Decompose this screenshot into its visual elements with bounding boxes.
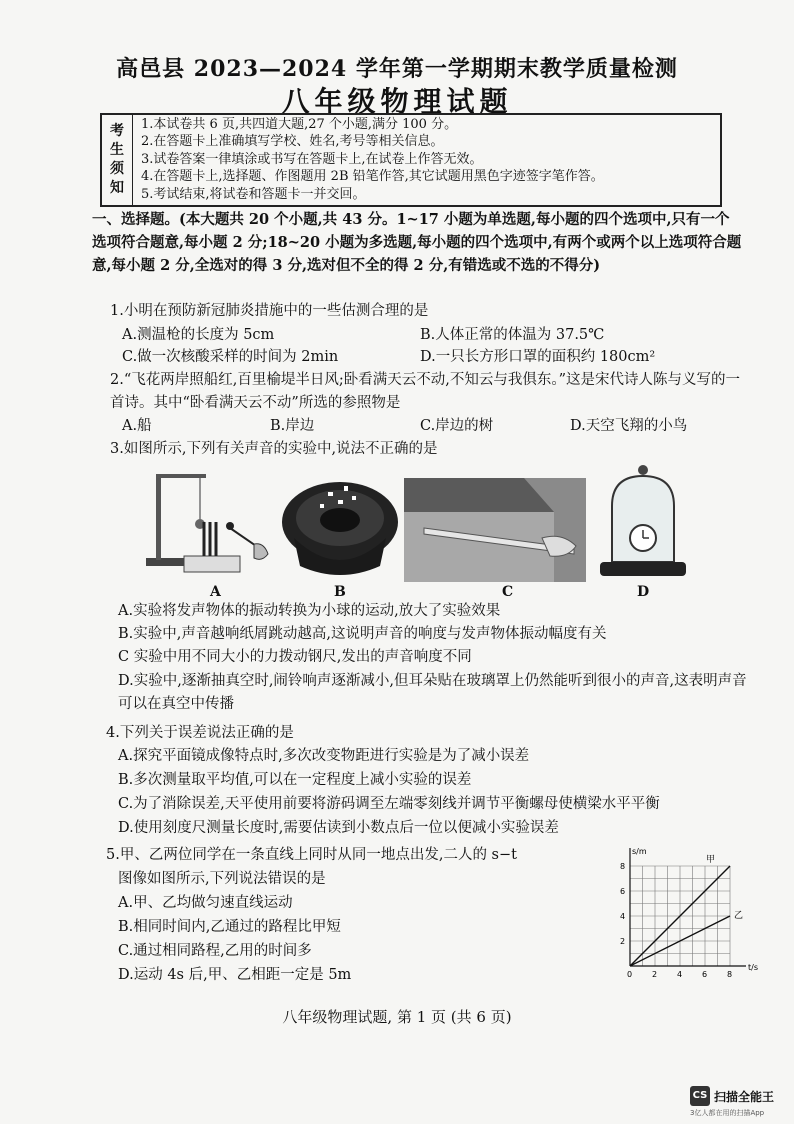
y-tick-label: 8	[620, 862, 626, 871]
section-heading: 一、选择题。(本大题共 20 个小题,共 43 分。1~17 小题为单选题,每小题的四个选项中,只有一个选项符合题意,每小题 2 分;18~20 小题为多选题,每小题的四个选项中,有两个或两个以上选项符合题意,每小题 2 分,全选对的得 3 分,选对但不全的得 2 分,有错选或不选的不得分)	[92, 211, 742, 274]
x-tick-label: 0	[627, 970, 633, 979]
x-tick-label: 8	[727, 970, 733, 979]
y-axis-label: s/m	[632, 847, 647, 856]
q5-stem-line2: 图像如图所示,下列说法错误的是	[118, 871, 326, 887]
q5-option-c: C.通过相同路程,乙用的时间多	[118, 943, 312, 959]
tuning-fork-figure	[134, 466, 274, 586]
q5-option-a: A.甲、乙均做匀速直线运动	[118, 895, 293, 911]
notice-item: 5.考试结束,将试卷和答题卡一并交回。	[141, 186, 366, 202]
q1-option-b: B.人体正常的体温为 37.5℃	[420, 327, 605, 343]
figure-label-d: D	[637, 584, 650, 600]
notice-item: 3.试卷答案一律填涂或书写在答题卡上,在试卷上作答无效。	[141, 151, 483, 167]
notice-items	[133, 115, 612, 205]
q3-option-d: D.实验中,逐渐抽真空时,闹铃响声逐渐减小,但耳朵贴在玻璃罩上仍然能听到很小的声音,这表明声音可以在真空中传播	[118, 673, 747, 712]
q1-option-d: D.一只长方形口罩的面积约 180cm²	[420, 349, 656, 365]
q3-option-b: B.实验中,声音越响纸屑跳动越高,这说明声音的响度与发声物体振动幅度有关	[118, 626, 607, 642]
x-tick-label: 4	[677, 970, 683, 979]
figure-label-c: C	[502, 584, 514, 600]
s-t-chart	[616, 838, 776, 984]
bell-jar-figure	[592, 462, 694, 586]
q2-option-c: C.岸边的树	[420, 418, 494, 434]
x-tick-label: 2	[652, 970, 658, 979]
q5-option-d: D.运动 4s 后,甲、乙相距一定是 5m	[118, 967, 352, 983]
watermark-brand: 扫描全能王	[714, 1090, 775, 1104]
q2-stem: 2.“飞花两岸照船红,百里榆堤半日风;卧看满天云不动,不知云与我俱东。”这是宋代诗人陈与义写的一首诗。其中“卧看满天云不动”所选的参照物是	[110, 372, 741, 411]
notice-item: 2.在答题卡上准确填写学校、姓名,考号等相关信息。	[141, 134, 444, 150]
exam-title: 高邑县 2023—2024 学年第一学期期末教学质量检测	[116, 56, 678, 82]
q4-option-b: B.多次测量取平均值,可以在一定程度上减小实验的误差	[118, 772, 472, 788]
series-label: 甲	[706, 855, 716, 865]
notice-item: 4.在答题卡上,选择题、作图题用 2B 铅笔作答,其它试题用黑色字迹签字笔作答。	[141, 169, 604, 185]
q4-option-a: A.探究平面镜成像特点时,多次改变物距进行实验是为了减小误差	[118, 748, 530, 764]
q4-stem: 4.下列关于误差说法正确的是	[106, 725, 294, 741]
figure-label-a: A	[210, 584, 221, 600]
q3-stem: 3.如图所示,下列有关声音的实验中,说法不正确的是	[110, 441, 438, 457]
q2-option-b: B.岸边	[270, 418, 315, 434]
q4-option-c: C.为了消除误差,天平使用前要将游码调至左端零刻线并调节平衡螺母使横梁水平平衡	[118, 796, 660, 812]
q1-option-a: A.测温枪的长度为 5cm	[122, 327, 275, 343]
q1-stem: 1.小明在预防新冠肺炎措施中的一些估测合理的是	[110, 303, 429, 319]
exam-subject-title: 八年级物理试题	[281, 85, 513, 118]
q5-stem-line1: 5.甲、乙两位同学在一条直线上同时从同一地点出发,二人的 s−t	[106, 847, 517, 863]
notice-label: 考 生 须 知	[102, 115, 133, 205]
cs-logo-icon: CS	[690, 1086, 710, 1106]
q1-option-c: C.做一次核酸采样的时间为 2min	[122, 349, 339, 365]
speaker-figure	[280, 478, 400, 582]
q5-option-b: B.相同时间内,乙通过的路程比甲短	[118, 919, 341, 935]
y-tick-label: 2	[620, 937, 626, 946]
series-label: 乙	[734, 911, 744, 921]
q3-option-c: C 实验中用不同大小的力拨动钢尺,发出的声音响度不同	[118, 649, 472, 665]
x-tick-label: 6	[702, 970, 708, 979]
q4-option-d: D.使用刻度尺测量长度时,需要估读到小数点后一位以便减小实验误差	[118, 820, 559, 836]
y-tick-label: 4	[620, 912, 626, 921]
q2-option-a: A.船	[122, 418, 152, 434]
ruler-figure	[404, 478, 586, 582]
notice-box	[100, 113, 722, 207]
notice-item: 1.本试卷共 6 页,共四道大题,27 个小题,满分 100 分。	[141, 117, 458, 132]
figure-label-b: B	[334, 584, 346, 600]
x-axis-label: t/s	[748, 963, 758, 972]
scanner-watermark	[690, 1086, 790, 1120]
q3-option-a: A.实验将发声物体的振动转换为小球的运动,放大了实验效果	[118, 603, 501, 619]
watermark-tagline: 3亿人都在用的扫描App	[690, 1109, 765, 1117]
page-footer: 八年级物理试题, 第 1 页 (共 6 页)	[282, 1008, 512, 1026]
q2-option-d: D.天空飞翔的小鸟	[570, 418, 688, 434]
y-tick-label: 6	[620, 887, 626, 896]
